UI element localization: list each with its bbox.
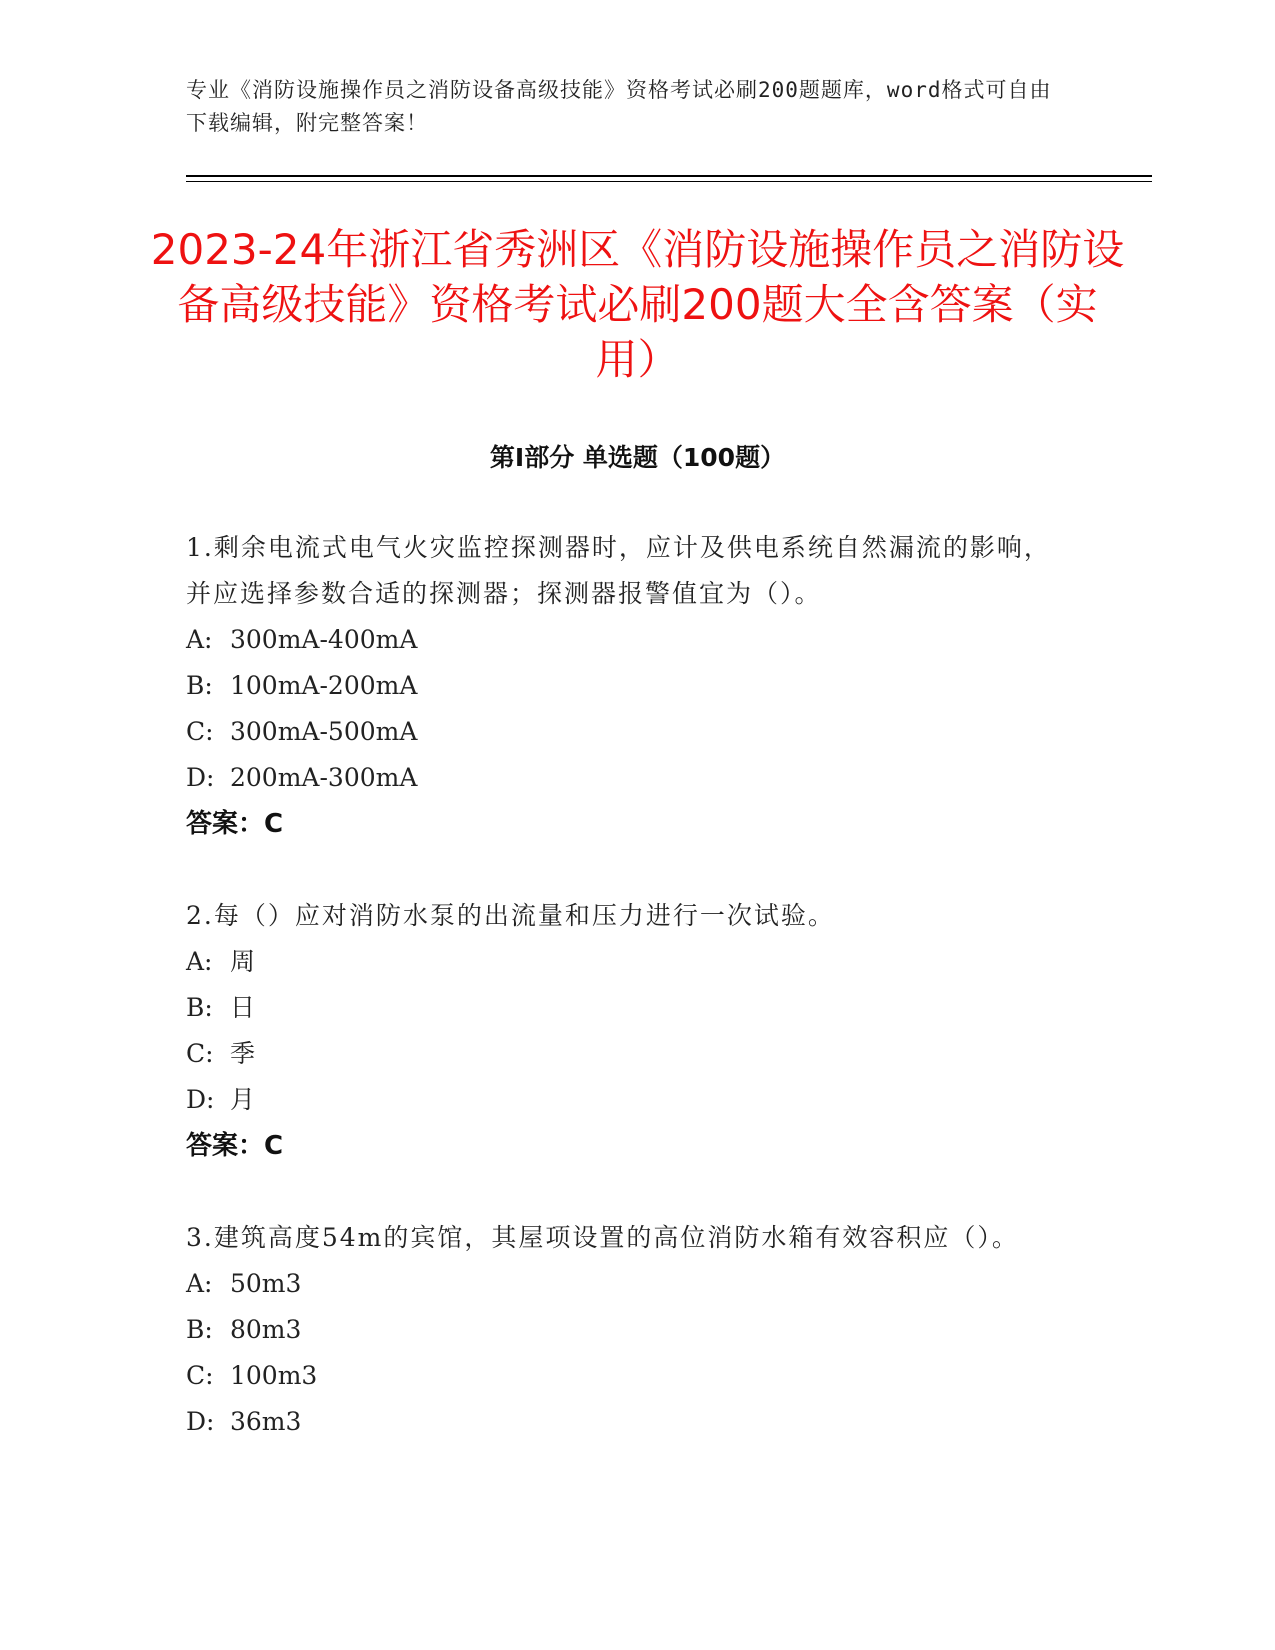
question-2 bbox=[186, 893, 1066, 1169]
option-d bbox=[186, 1399, 1066, 1445]
option-text: 50m3 bbox=[230, 1269, 302, 1298]
option-text: 日 bbox=[230, 993, 256, 1022]
answer-line: 答案：C bbox=[186, 1131, 284, 1161]
question-3 bbox=[186, 1215, 1066, 1445]
option-text: 300mA-500mA bbox=[230, 717, 418, 746]
option-text: 300mA-400mA bbox=[230, 625, 418, 654]
option-text: 200mA-300mA bbox=[230, 763, 418, 792]
option-b bbox=[186, 663, 1066, 709]
option-letter: B: bbox=[186, 1315, 213, 1344]
question-stem: 1.剩余电流式电气火灾监控探测器时，应计及供电系统自然漏流的影响，并应选择参数合适的探测器；探测器报警值宜为（）。 bbox=[186, 533, 1051, 608]
option-letter: B: bbox=[186, 671, 213, 700]
option-text: 100mA-200mA bbox=[230, 671, 418, 700]
option-letter: D: bbox=[186, 1085, 215, 1114]
option-letter: C: bbox=[186, 717, 214, 746]
option-text: 100m3 bbox=[230, 1361, 318, 1390]
header-rule-thin bbox=[186, 181, 1152, 182]
option-a bbox=[186, 1261, 1066, 1307]
option-letter: A: bbox=[186, 625, 213, 654]
option-letter: D: bbox=[186, 763, 215, 792]
section-heading: 第I部分 单选题（100题） bbox=[489, 443, 786, 472]
header-rule-thick bbox=[186, 175, 1152, 177]
option-d bbox=[186, 1077, 1066, 1123]
question-stem: 3.建筑高度54m的宾馆，其屋项设置的高位消防水箱有效容积应（）。 bbox=[186, 1223, 1019, 1252]
option-b bbox=[186, 985, 1066, 1031]
option-text: 月 bbox=[230, 1085, 256, 1114]
option-letter: A: bbox=[186, 947, 213, 976]
option-text: 36m3 bbox=[230, 1407, 302, 1436]
option-letter: C: bbox=[186, 1039, 214, 1068]
option-text: 80m3 bbox=[230, 1315, 302, 1344]
option-text: 周 bbox=[230, 947, 256, 976]
option-c bbox=[186, 1031, 1066, 1077]
option-letter: A: bbox=[186, 1269, 213, 1298]
option-letter: D: bbox=[186, 1407, 215, 1436]
document-header-note: 专业《消防设施操作员之消防设备高级技能》资格考试必刷200题题库，word格式可自由下载编辑，附完整答案！ bbox=[186, 78, 1052, 135]
answer-line: 答案：C bbox=[186, 809, 284, 839]
question-stem: 2.每（）应对消防水泵的出流量和压力进行一次试验。 bbox=[186, 901, 835, 930]
option-c bbox=[186, 709, 1066, 755]
question-list bbox=[186, 525, 1066, 1491]
option-b bbox=[186, 1307, 1066, 1353]
option-a bbox=[186, 939, 1066, 985]
option-text: 季 bbox=[230, 1039, 256, 1068]
option-letter: B: bbox=[186, 993, 213, 1022]
question-1 bbox=[186, 525, 1066, 847]
option-d bbox=[186, 755, 1066, 801]
option-letter: C: bbox=[186, 1361, 214, 1390]
document-title: 2023-24年浙江省秀洲区《消防设施操作员之消防设备高级技能》资格考试必刷200题大全含答案（实用） bbox=[150, 225, 1125, 384]
option-a bbox=[186, 617, 1066, 663]
option-c bbox=[186, 1353, 1066, 1399]
